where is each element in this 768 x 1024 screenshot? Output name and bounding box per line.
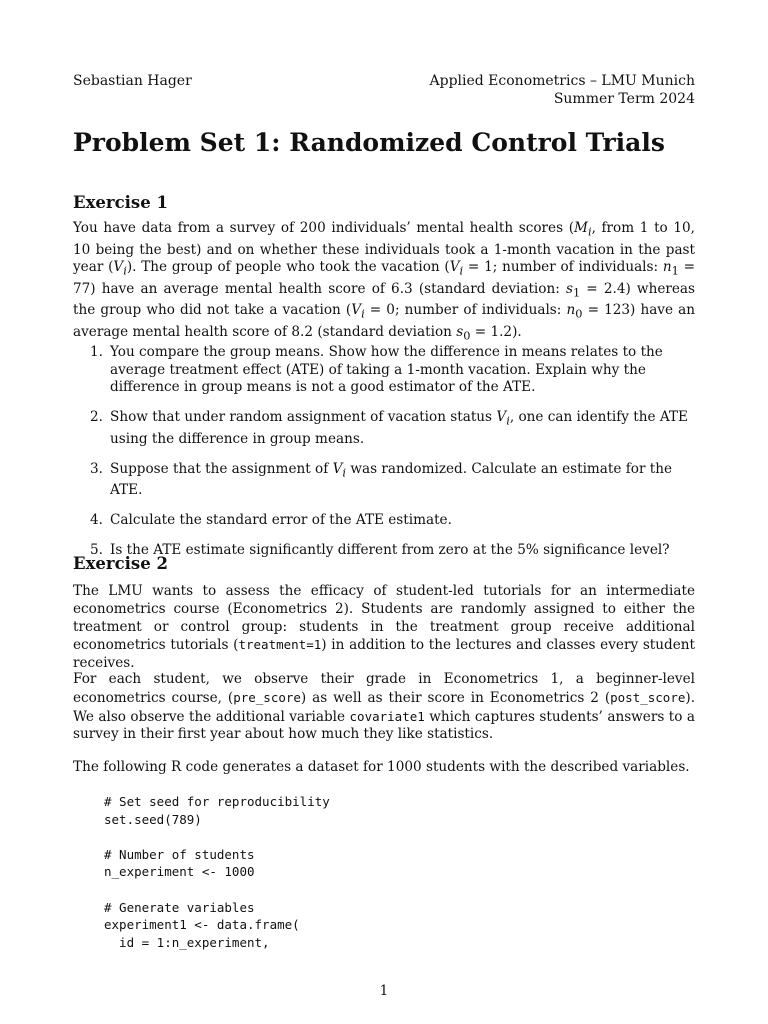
exercise-2-paragraph-1: The LMU wants to assess the efficacy of student-led tutorials for an intermediate econometrics course (Econometrics 2). Students are randomly assigned to either the treatment or control group: students in the treatment group receive additional econometrics tutorials (treatment=1) in addition to the lectures and classes every student receives. [73,583,695,672]
question-item [73,344,695,397]
question-text: Is the ATE estimate significantly different from zero at the 5% significance level? [110,542,670,559]
question-number: 4. [90,512,103,529]
exercise-1-questions [73,344,695,572]
author-name: Sebastian Hager [73,73,192,89]
page-number: 1 [379,983,389,999]
question-number: 5. [90,542,103,559]
exercise-2-paragraph-2: For each student, we observe their grade in Econometrics 1, a beginner-level econometrics course, (pre_score) as well as their score in Econometrics 2 (post_score). We also observe the additional variable covariate1 which captures students’ answers to a survey in their first year about how much they like statistics. [73,671,696,743]
question-number: 1. [90,344,103,360]
inline-code: covariate1 [349,708,425,724]
question-item [73,512,695,530]
inline-code: pre_score [233,689,301,705]
course-name: Applied Econometrics – LMU Munich [429,73,695,89]
page-title: Problem Set 1: Randomized Control Trials [73,128,665,157]
course-info [430,72,696,108]
question-item [73,409,695,448]
question-number: 2. [90,409,103,426]
question-number: 3. [90,460,103,477]
r-code-block: # Set seed for reproducibility set.seed(789) # Number of students n_experiment <- 1000 # Generate variables experiment1 <- data.frame( id = 1:n_experiment, [104,794,330,950]
exercise-2-heading: Exercise 2 [73,554,168,573]
question-text: Suppose that the assignment of $V_i$ was randomized. Calculate an estimate for the ATE. [110,460,673,498]
exercise-1-heading: Exercise 1 [73,193,168,212]
question-text: Calculate the standard error of the ATE estimate. [110,512,452,529]
inline-code: treatment=1 [238,637,322,653]
question-text: Show that under random assignment of vacation status $V_i$, one can identify the ATE using the difference in group means. [110,409,688,447]
inline-code: post_score [610,689,686,705]
exercise-2-paragraph-3: The following R code generates a dataset for 1000 students with the described variables. [73,759,690,775]
exercise-1-intro: You have data from a survey of 200 individuals’ mental health scores ($M_i$, from 1 to 10, 10 being the best) and on whether these individuals took a 1-month vacation in the past year $(V_i)$. The group of people who took the vacation ($V_i = 1$; number of individuals: $n_1 = 77$) have an average mental health score of 6.3 (standard deviation: $s_1 = 2.4$) whereas the group who did not take a vacation ($V_i = 0$; number of individuals: $n_0 = 123$) have an average mental health score of 8.2 (standard deviation $s_0 = 1.2$). [73,220,695,343]
question-item [73,461,695,500]
question-text: You compare the group means. Show how the difference in means relates to the average treatment effect (ATE) of taking a 1-month vacation. Explain why the difference in group means is not a good estimator of the ATE. [110,344,663,396]
term-label: Summer Term 2024 [553,91,695,107]
